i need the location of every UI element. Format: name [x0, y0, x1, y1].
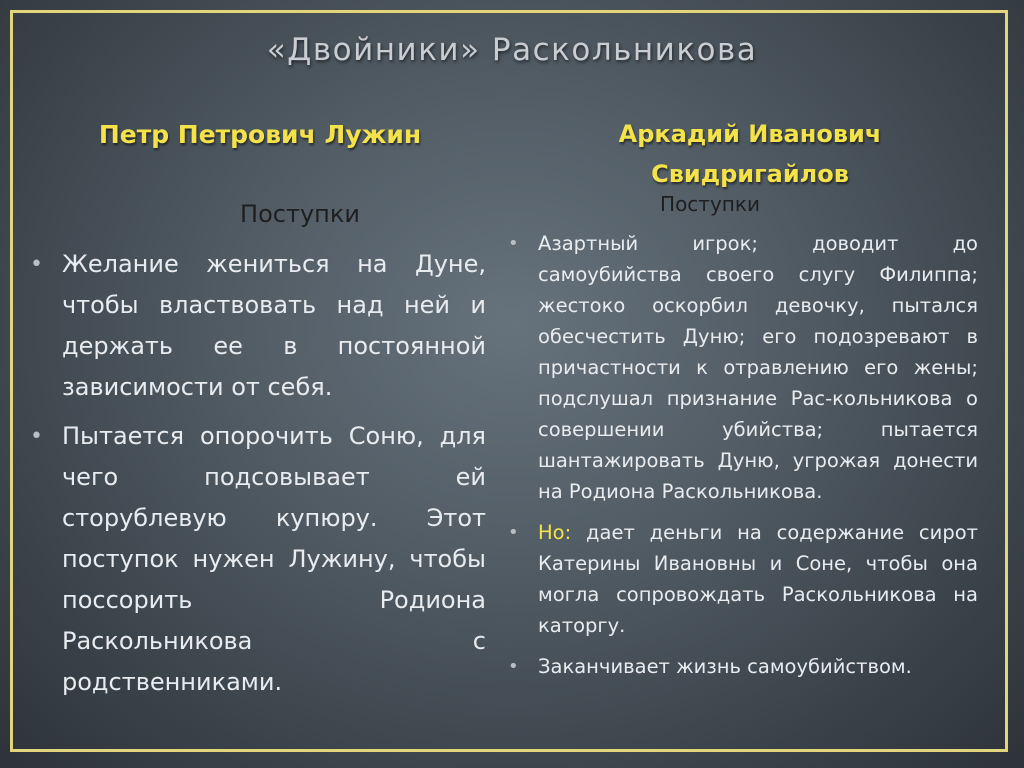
left-column-subheading: Поступки: [240, 200, 360, 228]
list-item: [30, 416, 486, 703]
bullet-dot-icon: •: [30, 252, 43, 277]
list-item: [508, 517, 978, 641]
bullet-text: Заканчивает жизнь самоубийством.: [538, 655, 912, 678]
bullet-dot-icon: •: [508, 656, 519, 677]
list-item: [508, 651, 978, 682]
bullet-dot-icon: •: [30, 424, 43, 449]
left-bullet-list: [30, 244, 486, 711]
bullet-text: Пытается опорочить Соню, для чего подсовывает ей сторублевую купюру. Этот поступок нужен Лужину, чтобы поссорить Родиона Раскольникова с родственниками.: [62, 422, 486, 696]
right-column-heading: [530, 114, 970, 194]
bullet-accent-label: Но:: [538, 521, 572, 544]
right-bullet-list: [508, 228, 978, 692]
list-item: [30, 244, 486, 408]
right-heading-line1: Аркадий Иванович: [618, 120, 882, 148]
bullet-text: дает деньги на содержание сирот Катерины Ивановны и Соне, чтобы она могла сопровождать Раскольникова на каторгу.: [538, 521, 978, 637]
left-column-heading: Петр Петрович Лужин: [98, 120, 422, 149]
bullet-dot-icon: •: [508, 522, 519, 543]
list-item: [508, 228, 978, 507]
bullet-dot-icon: •: [508, 233, 519, 254]
slide-title: «Двойники» Раскольникова: [266, 32, 758, 68]
bullet-text: Желание жениться на Дуне, чтобы властвовать над ней и держать ее в постоянной зависимости от себя.: [62, 250, 486, 401]
bullet-text: Азартный игрок; доводит до самоубийства своего слугу Филиппа; жестоко оскорбил девочку, пытался обесчестить Дуню; его подозревают в причастности к отравлению его жены; подслушал признание Рас-кольникова о совершении убийства; пытается шантажировать Дуню, угрожая донести на Родиона Раскольникова.: [538, 232, 978, 503]
right-heading-line2: Свидригайлов: [651, 160, 849, 188]
right-column-subheading: Поступки: [660, 192, 760, 216]
